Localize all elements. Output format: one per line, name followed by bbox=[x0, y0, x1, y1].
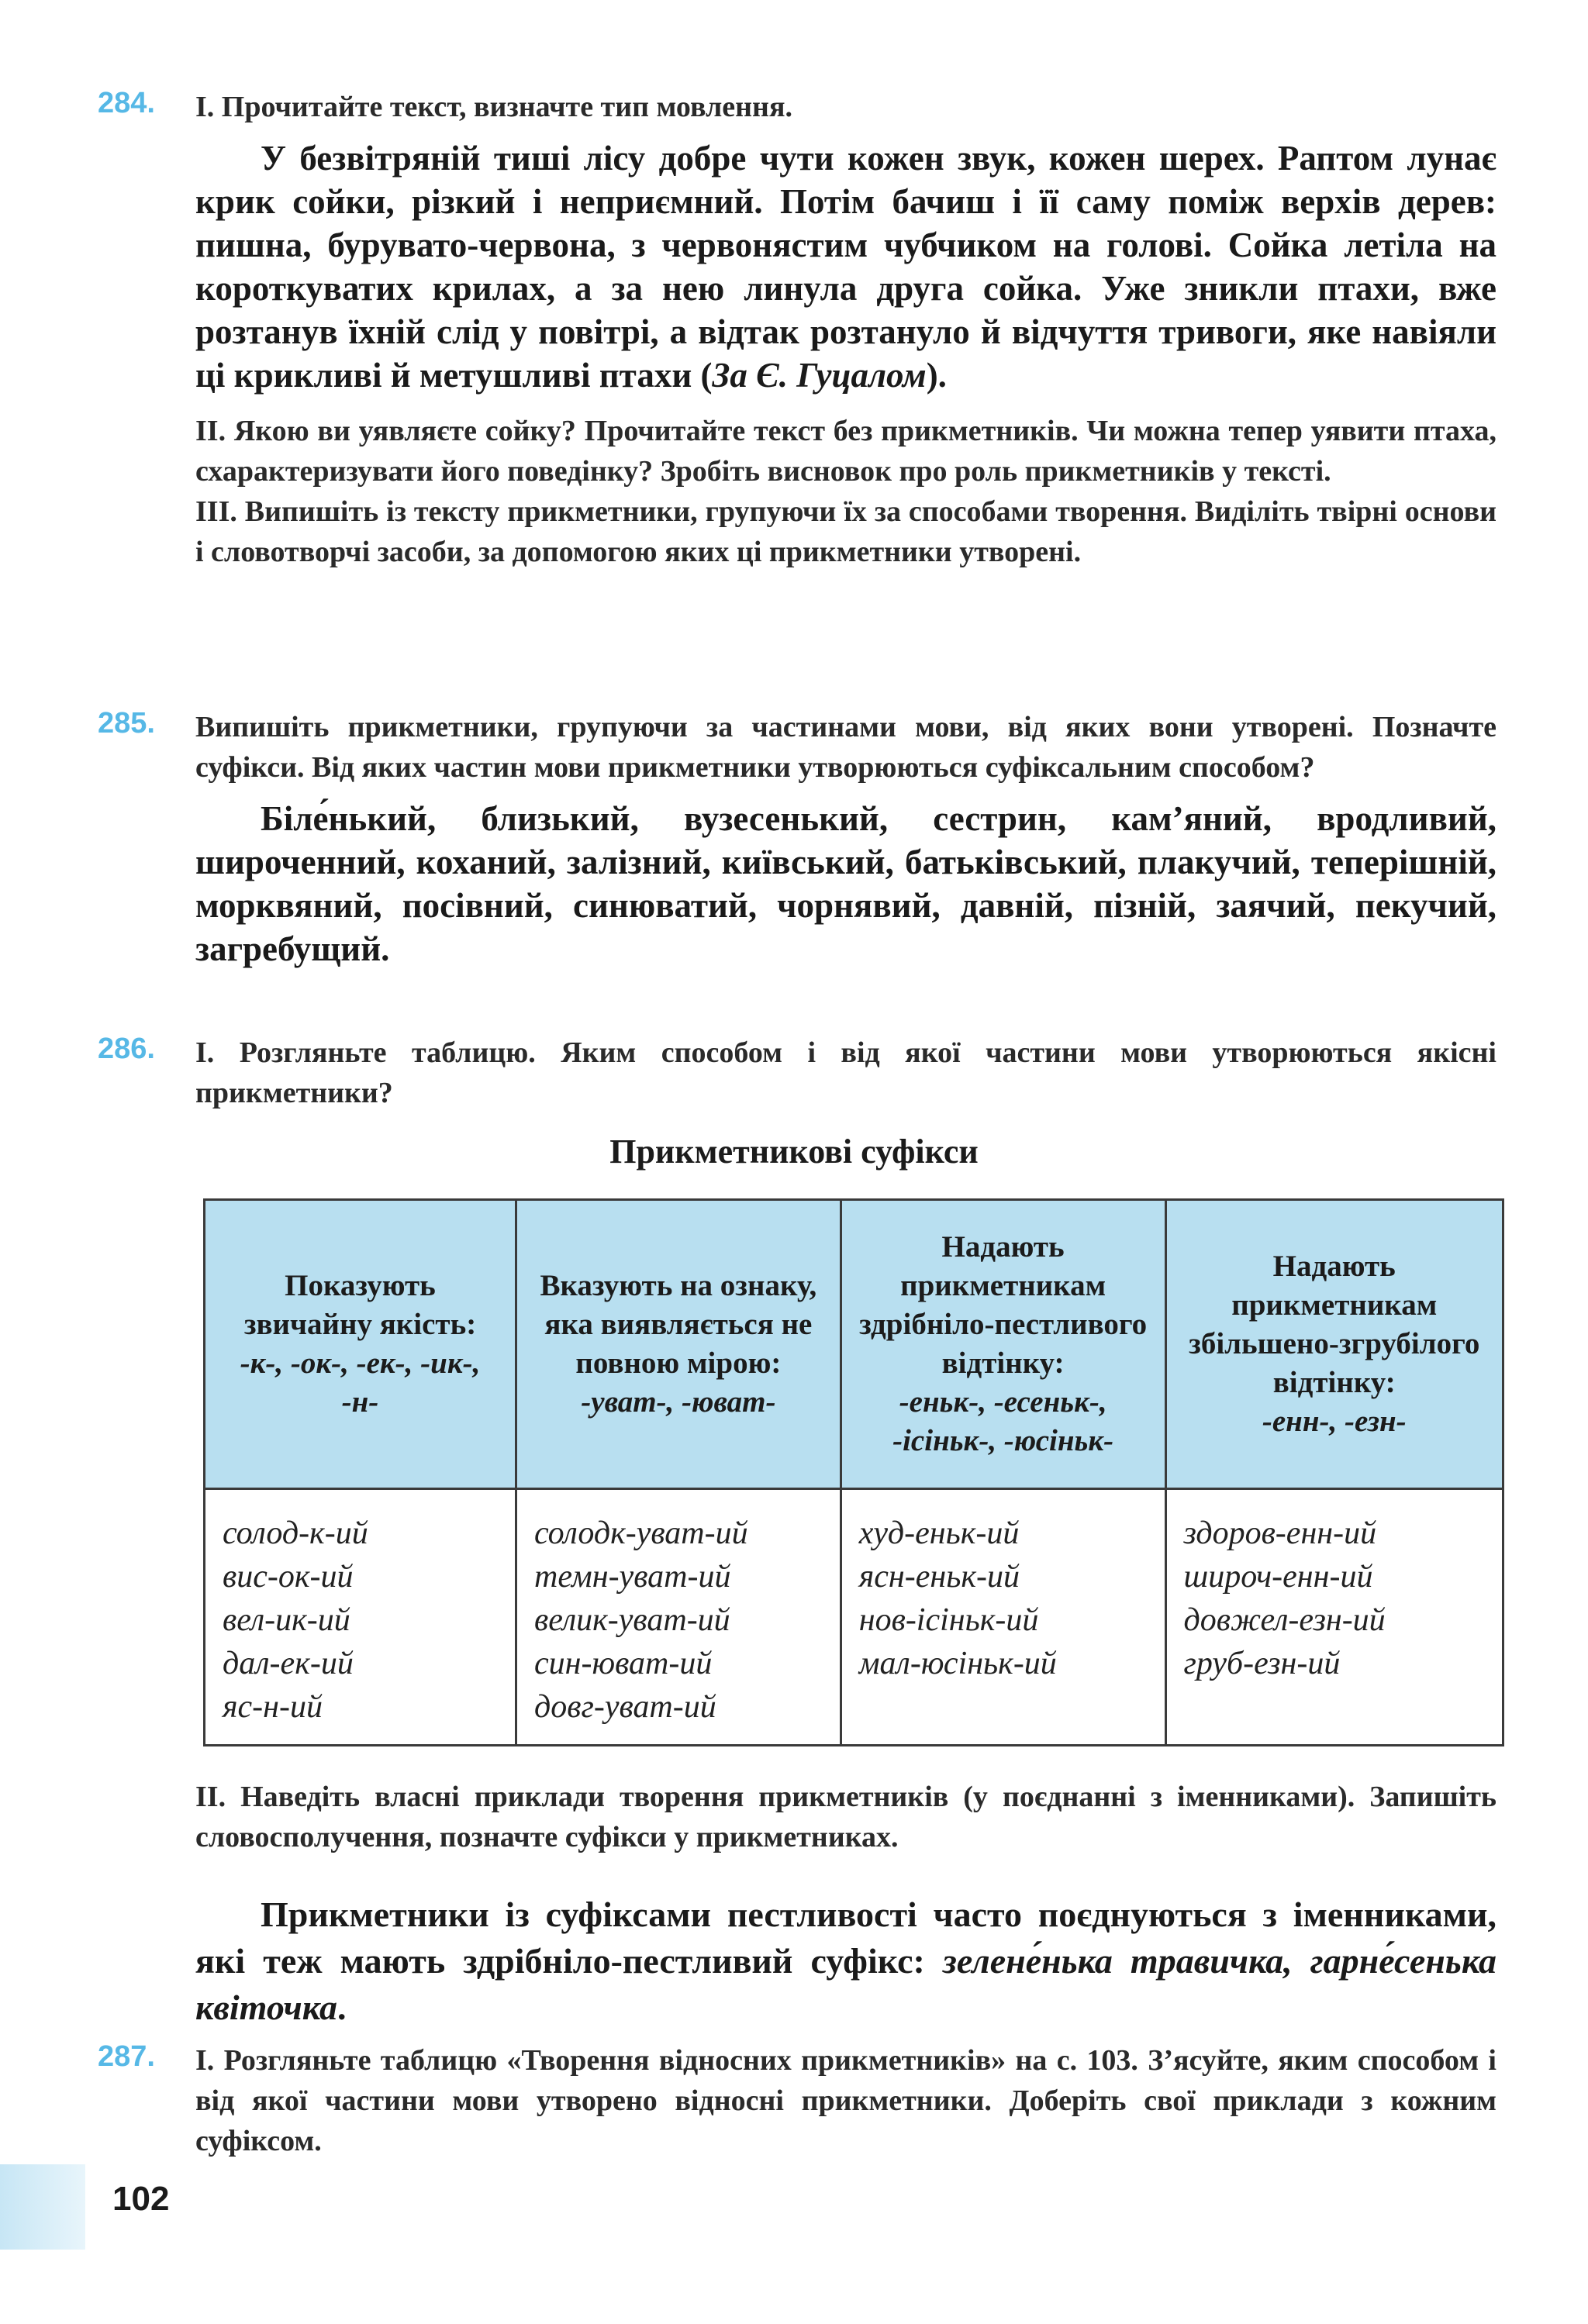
table-cell bbox=[205, 1489, 516, 1746]
exercise-number: 287. bbox=[98, 2040, 155, 2073]
example-word: мал-юсіньк-ий bbox=[858, 1646, 1057, 1681]
header-suffixes: -уват-, -юват- bbox=[581, 1385, 776, 1419]
note-example: зелене́нька травичка, гарне́сенька квіточка bbox=[195, 1941, 1497, 2027]
exercise-part-3: ІІІ. Випишіть із тексту прикметники, групуючи їх за способами творення. Виділіть твірні основи і словотворчі засоби, за допомогою яких ці прикметники утворені. bbox=[195, 495, 1497, 568]
header-suffixes: -енн-, -езн- bbox=[1262, 1405, 1407, 1438]
suffix-table bbox=[203, 1198, 1504, 1746]
exercise-part-2: ІІ. Якою ви уявляєте сойку? Прочитайте текст без прикметників. Чи можна тепер уявити птаха, схарактеризувати його поведінку? Зробіть висновок про роль прикметників у тексті. bbox=[195, 415, 1497, 488]
example-word: велик-уват-ий bbox=[534, 1602, 730, 1638]
table-header-cell bbox=[841, 1200, 1165, 1489]
exercise-task: Випишіть прикметники, групуючи за частинами мови, від яких вони утворені. Позначте суфікси. Від яких частин мови прикметники утворюються суфіксальним способом? bbox=[195, 711, 1497, 784]
page-corner-band bbox=[0, 2164, 85, 2250]
exercise-285 bbox=[98, 707, 1497, 971]
exercise-number: 285. bbox=[98, 707, 155, 740]
example-word: здоров-енн-ий bbox=[1183, 1515, 1377, 1551]
exercise-task: І. Розгляньте таблицю «Творення відносних прикметників» на с. 103. З’ясуйте, яким способом і від якої частини мови утворено відносні прикметники. Доберіть свої приклади з кожним суфіксом. bbox=[195, 2044, 1497, 2157]
example-word: худ-еньк-ий bbox=[858, 1515, 1020, 1551]
word-list-text: Біле́нький, близький, вузесенький, сестрин, кам’яний, вродливий, широченний, коханий, залізний, київський, батьківський, плакучий, теперішній, морквяний, посівний, синюватий, чорнявий, давній, пізній, заячий, пекучий, загребущий. bbox=[195, 799, 1497, 968]
table-cell bbox=[1165, 1489, 1503, 1746]
table-cell bbox=[841, 1489, 1165, 1746]
note-end: . bbox=[337, 1988, 347, 2027]
header-text: Надають прикметникам здрібніло-пестливого відтінку: bbox=[859, 1230, 1148, 1380]
exercise-number: 286. bbox=[98, 1033, 155, 1065]
exercise-286-part-2 bbox=[101, 1777, 1497, 1857]
table-header-cell bbox=[516, 1200, 841, 1489]
exercise-number: 284. bbox=[98, 87, 155, 119]
example-word: довжел-езн-ий bbox=[1183, 1602, 1386, 1638]
table-header-row bbox=[205, 1200, 1503, 1489]
note-text: Прикметники із суфіксами пестливості часто поєднуються з іменниками, які теж мають здрібніло-пестливий суфікс: bbox=[195, 1895, 1497, 1981]
table-row bbox=[205, 1489, 1503, 1746]
exercise-286 bbox=[98, 1033, 1497, 1113]
rule-note bbox=[195, 1891, 1497, 2031]
example-word: нов-ісіньк-ий bbox=[858, 1602, 1039, 1638]
exercise-part-2: ІІ. Наведіть власні приклади творення прикметників (у поєднанні з іменниками). Запишіть словосполучення, позначте суфікси у прикметниках. bbox=[195, 1781, 1497, 1853]
exercise-287 bbox=[98, 2040, 1497, 2161]
example-word: темн-уват-ий bbox=[534, 1559, 731, 1595]
reading-body: У безвітряній тиші лісу добре чути кожен звук, кожен шерех. Раптом лунає крик сойки, різкий і неприємний. Потім бачиш і її саму поміж верхів дерев: пишна, бурувато-червона, з червонястим чубчиком на голові. Сойка летіла на короткуватих крилах, а за нею линула друга сойка. Уже зникли птахи, вже розтанув їхній слід у повітрі, а відтак розтануло й відчуття тривоги, яке навіяли ці крикливі й метушливі птахи ( bbox=[195, 139, 1497, 395]
example-word: солодк-уват-ий bbox=[534, 1515, 748, 1551]
table-header-cell bbox=[205, 1200, 516, 1489]
reading-source: За Є. Гуцалом bbox=[712, 356, 927, 395]
exercise-task: І. Розгляньте таблицю. Яким способом і від якої частини мови утворюються якісні прикметники? bbox=[195, 1036, 1497, 1109]
example-word: широч-енн-ий bbox=[1183, 1559, 1373, 1595]
header-text: Показують звичайну якість: bbox=[243, 1269, 477, 1341]
exercise-task: І. Прочитайте текст, визначте тип мовлення. bbox=[195, 91, 793, 123]
example-word: довг-уват-ий bbox=[534, 1689, 716, 1725]
header-suffixes: -к-, -ок-, -ек-, -ик-, -н- bbox=[240, 1346, 481, 1419]
header-suffixes: -еньк-, -есеньк-, -ісіньк-, -юсіньк- bbox=[892, 1385, 1114, 1457]
table-title: Прикметникові суфікси bbox=[609, 1133, 979, 1171]
example-word: вел-ик-ий bbox=[223, 1602, 350, 1638]
example-word: солод-к-ий bbox=[223, 1515, 368, 1551]
example-word: вис-ок-ий bbox=[223, 1559, 354, 1595]
example-word: яс-н-ий bbox=[223, 1689, 323, 1725]
header-text: Надають прикметникам збільшено-згрубілого відтінку: bbox=[1189, 1250, 1480, 1399]
table-header-cell bbox=[1165, 1200, 1503, 1489]
reading-end: ). bbox=[926, 356, 947, 395]
page-number: 102 bbox=[112, 2180, 170, 2218]
example-word: ясн-еньк-ий bbox=[858, 1559, 1020, 1595]
reading-text bbox=[195, 136, 1497, 397]
exercise-284 bbox=[98, 87, 1497, 572]
example-word: син-юват-ий bbox=[534, 1646, 713, 1681]
word-list bbox=[195, 797, 1497, 971]
table-cell bbox=[516, 1489, 841, 1746]
example-word: дал-ек-ий bbox=[223, 1646, 354, 1681]
header-text: Вказують на ознаку, яка виявляється не повною мірою: bbox=[540, 1269, 817, 1380]
example-word: груб-езн-ий bbox=[1183, 1646, 1341, 1681]
